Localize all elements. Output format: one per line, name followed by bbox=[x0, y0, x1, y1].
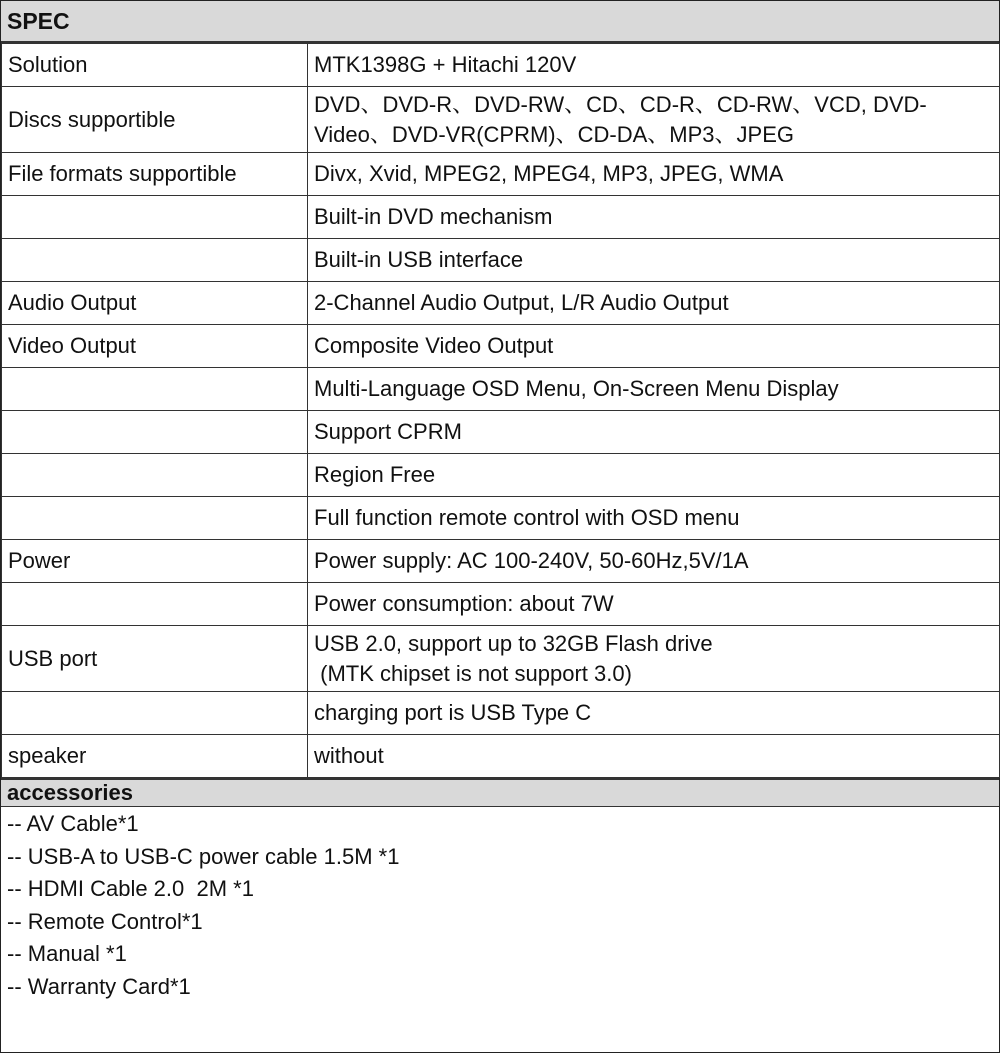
spec-row bbox=[2, 196, 1000, 239]
accessory-item: -- AV Cable*1 bbox=[7, 811, 139, 836]
spec-key bbox=[2, 239, 308, 282]
spec-row bbox=[2, 735, 1000, 778]
accessory-item: -- USB-A to USB-C power cable 1.5M *1 bbox=[7, 843, 400, 869]
spec-value: Region Free bbox=[308, 454, 1000, 497]
spec-key bbox=[2, 454, 308, 497]
spec-key: Solution bbox=[2, 44, 308, 87]
spec-key: Discs supportible bbox=[2, 87, 308, 153]
spec-row bbox=[2, 153, 1000, 196]
spec-key: Video Output bbox=[2, 325, 308, 368]
spec-value: Divx, Xvid, MPEG2, MPEG4, MP3, JPEG, WMA bbox=[308, 153, 1000, 196]
spec-key: USB port bbox=[2, 626, 308, 692]
spec-value: Full function remote control with OSD menu bbox=[308, 497, 1000, 540]
spec-row bbox=[2, 540, 1000, 583]
spec-value: Multi-Language OSD Menu, On-Screen Menu Display bbox=[308, 368, 1000, 411]
spec-key: File formats supportible bbox=[2, 153, 308, 196]
spec-value: 2-Channel Audio Output, L/R Audio Output bbox=[308, 282, 1000, 325]
spec-key bbox=[2, 497, 308, 540]
spec-row bbox=[2, 44, 1000, 87]
spec-value: Power consumption: about 7W bbox=[308, 583, 1000, 626]
spec-key bbox=[2, 692, 308, 735]
spec-value: Built-in USB interface bbox=[308, 239, 1000, 282]
accessories-list bbox=[1, 807, 999, 1003]
accessory-item: -- Manual *1 bbox=[7, 941, 127, 966]
spec-row bbox=[2, 454, 1000, 497]
spec-key bbox=[2, 583, 308, 626]
spec-value: without bbox=[308, 735, 1000, 778]
spec-row bbox=[2, 239, 1000, 282]
spec-row bbox=[2, 583, 1000, 626]
spec-row bbox=[2, 325, 1000, 368]
spec-value: MTK1398G + Hitachi 120V bbox=[308, 44, 1000, 87]
spec-table bbox=[1, 43, 1000, 778]
spec-value: Composite Video Output bbox=[308, 325, 1000, 368]
spec-key bbox=[2, 368, 308, 411]
spec-value: Support CPRM bbox=[308, 411, 1000, 454]
spec-key: speaker bbox=[2, 735, 308, 778]
spec-value: Built-in DVD mechanism bbox=[308, 196, 1000, 239]
spec-row bbox=[2, 368, 1000, 411]
spec-value: USB 2.0, support up to 32GB Flash drive (MTK chipset is not support 3.0) bbox=[308, 626, 1000, 692]
spec-row bbox=[2, 87, 1000, 153]
spec-key: Audio Output bbox=[2, 282, 308, 325]
spec-row bbox=[2, 411, 1000, 454]
spec-key bbox=[2, 411, 308, 454]
accessory-item: -- HDMI Cable 2.0 2M *1 bbox=[7, 876, 254, 901]
accessories-header: accessories bbox=[1, 778, 999, 807]
spec-key bbox=[2, 196, 308, 239]
accessory-item: -- Warranty Card*1 bbox=[7, 973, 191, 999]
spec-row bbox=[2, 692, 1000, 735]
spec-header: SPEC bbox=[1, 1, 999, 43]
spec-row bbox=[2, 497, 1000, 540]
spec-key: Power bbox=[2, 540, 308, 583]
accessory-item: -- Remote Control*1 bbox=[7, 908, 203, 934]
spec-row bbox=[2, 626, 1000, 692]
spec-value: charging port is USB Type C bbox=[308, 692, 1000, 735]
spec-value: Power supply: AC 100-240V, 50-60Hz,5V/1A bbox=[308, 540, 1000, 583]
spec-value: DVD、DVD-R、DVD-RW、CD、CD-R、CD-RW、VCD, DVD-Video、DVD-VR(CPRM)、CD-DA、MP3、JPEG bbox=[308, 87, 1000, 153]
spec-row bbox=[2, 282, 1000, 325]
